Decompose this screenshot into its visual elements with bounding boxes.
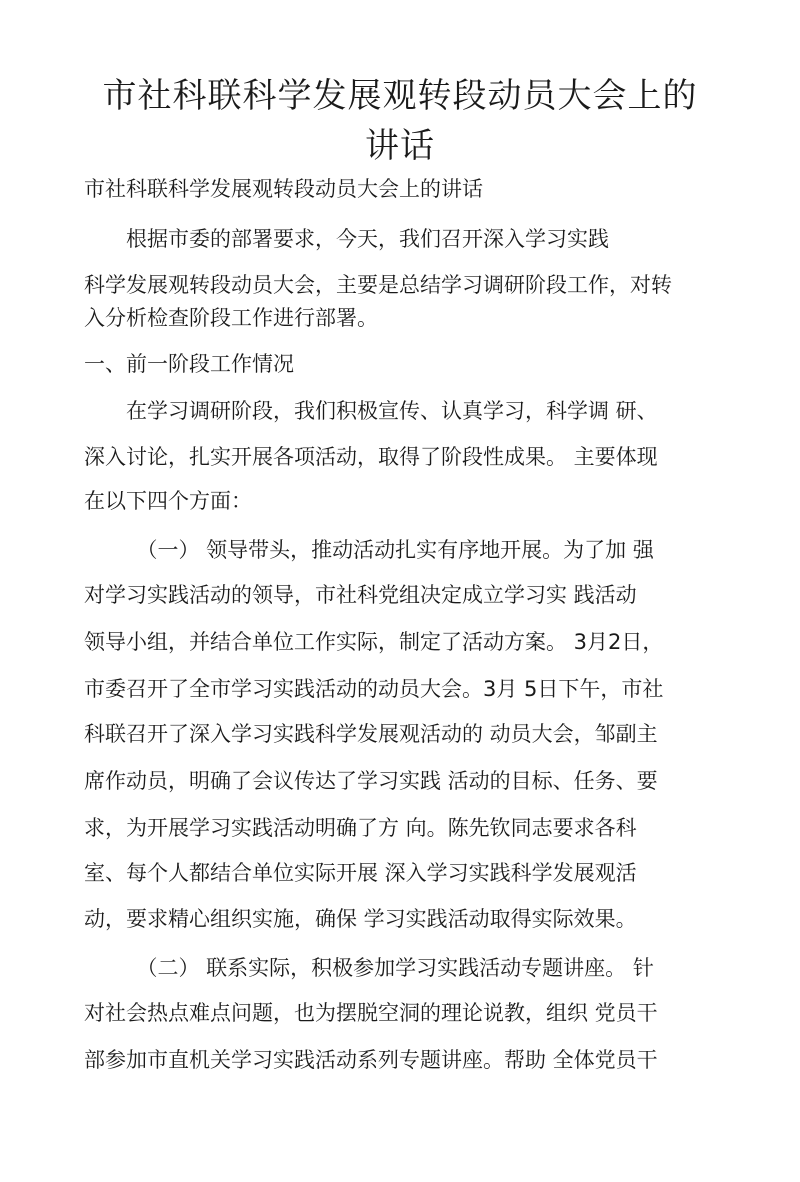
paragraph-line: 席作动员，明确了会议传达了学习实践 活动的目标、任务、要 bbox=[84, 769, 658, 793]
paragraph-line: 求，为开展学习实践活动明确了方 向。陈先钦同志要求各科 bbox=[84, 816, 637, 840]
document-title-line-2: 讲话 bbox=[365, 126, 435, 166]
paragraph-line: 部参加市直机关学习实践活动系列专题讲座。帮助 全体党员干 bbox=[84, 1048, 658, 1072]
paragraph-line: 室、每个人都结合单位实际开展 深入学习实践科学发展观活 bbox=[84, 861, 637, 885]
paragraph-line: 领导小组，并结合单位工作实际，制定了活动方案。 3月2日， bbox=[84, 630, 664, 654]
paragraph-line: 市委召开了全市学习实践活动的动员大会。3月 5日下午，市社 bbox=[84, 677, 664, 701]
paragraph-line: 对学习实践活动的领导，市社科党组决定成立学习实 践活动 bbox=[84, 583, 637, 607]
paragraph-line: 入分析检查阶段工作进行部署。 bbox=[84, 306, 378, 330]
paragraph-line: 动，要求精心组织实施，确保 学习实践活动取得实际效果。 bbox=[84, 907, 637, 931]
paragraph-line: 对社会热点难点问题，也为摆脱空洞的理论说教，组织 党员干 bbox=[84, 1001, 658, 1025]
paragraph-line: 深入讨论，扎实开展各项活动，取得了阶段性成果。 主要体现 bbox=[84, 445, 658, 469]
paragraph-line: 在学习调研阶段，我们积极宣传、认真学习，科学调 研、 bbox=[84, 399, 658, 423]
paragraph-line: （二） 联系实际，积极参加学习实践活动专题讲座。 针 bbox=[84, 956, 654, 980]
paragraph-line: 科联召开了深入学习实践科学发展观活动的 动员大会，邹副主 bbox=[84, 722, 658, 746]
document-subtitle: 市社科联科学发展观转段动员大会上的讲话 bbox=[84, 177, 483, 201]
document-title-line-1: 市社科联科学发展观转段动员大会上的 bbox=[102, 76, 698, 116]
paragraph-line: 科学发展观转段动员大会，主要是总结学习调研阶段工作，对转 bbox=[84, 273, 672, 297]
paragraph-line: 根据市委的部署要求，今天，我们召开深入学习实践 bbox=[84, 227, 609, 251]
paragraph-line: （一） 领导带头，推动活动扎实有序地开展。为了加 强 bbox=[84, 538, 654, 562]
paragraph-line: 在以下四个方面： bbox=[84, 489, 252, 513]
section-heading: 一、前一阶段工作情况 bbox=[84, 352, 294, 376]
